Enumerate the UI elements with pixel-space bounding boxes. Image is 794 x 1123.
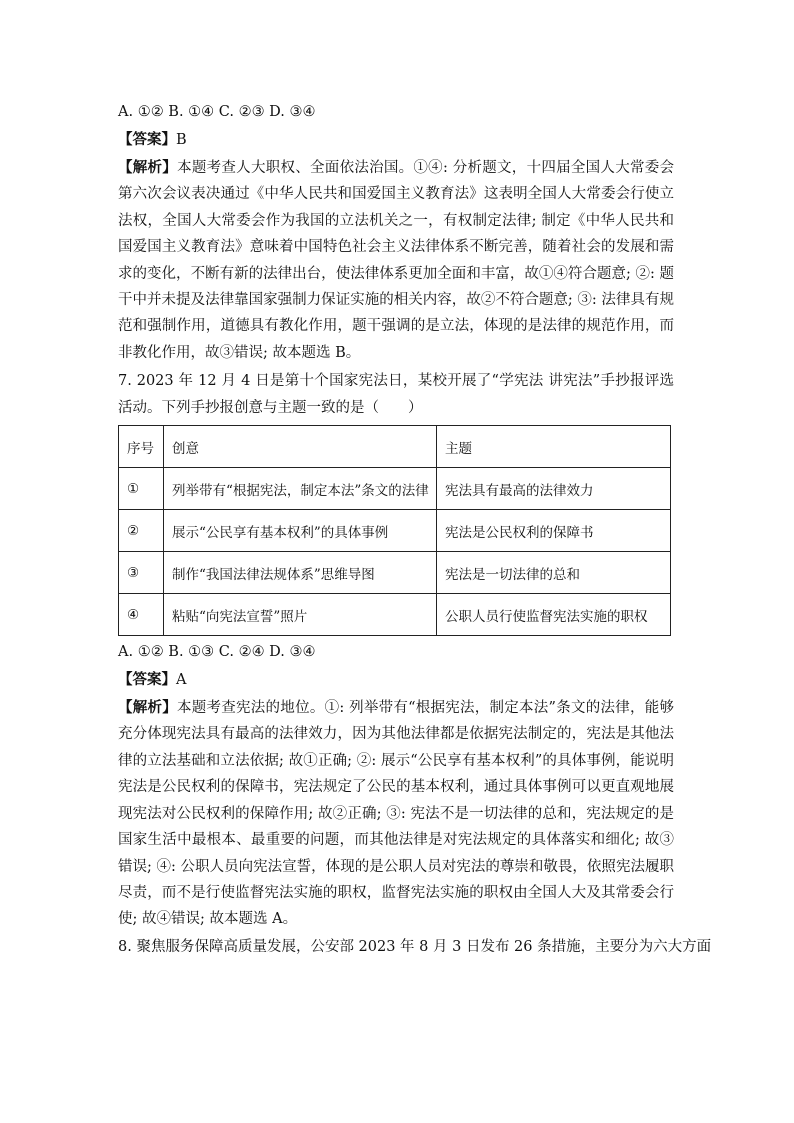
analysis-text: 本题考查人大职权、全面依法治国。①④: 分析题文，十四届全国人大常委会第六次会议表决通过《中华人民共和国爱国主义教育法》这表明全国人大常委会行使立法权，全国人大常委会作为我国的立法机关之一，有权制定法律; 制定《中华人民共和国爱国主义教育法》意味着中国特色社会主义法律体系不断完善，随着社会的发展和需求的变化，不断有新的法律出台，使法律体系更加全面和丰富，故①④符合题意; ②: 题干中并未提及法律靠国家强制力保证实施的相关内容，故②不符合题意; ③: 法律具有规范和强制作用，道德具有教化作用，题干强调的是立法，体现的是法律的规范作用，而非教化作用，故③错误; 故本题选 B。 bbox=[118, 160, 675, 361]
table-cell: ① bbox=[119, 468, 164, 510]
q7-analysis bbox=[118, 695, 674, 933]
q7-stem: 7. 2023 年 12 月 4 日是第十个国家宪法日，某校开展了“学宪法 讲宪法”手抄报评选活动。下列手抄报创意与主题一致的是（ ） bbox=[118, 373, 674, 416]
table-cell: 粘贴“向宪法宣誓”照片 bbox=[164, 594, 437, 636]
q6-answer bbox=[118, 127, 674, 153]
answer-tag: 【答案】 bbox=[118, 671, 176, 689]
table-header-cell: 创意 bbox=[164, 426, 437, 468]
q7-answer bbox=[118, 667, 674, 693]
table-cell: 展示“公民享有基本权利”的具体事例 bbox=[164, 510, 437, 552]
analysis-text: 本题考查宪法的地位。①: 列举带有“根据宪法，制定本法”条文的法律，能够充分体现宪法具有最高的法律效力，因为其他法律都是依据宪法制定的，宪法是其他法律的立法基础和立法依据; 故①正确; ②: 展示“公民享有基本权利”的具体事例，能说明宪法是公民权利的保障书，宪法规定了公民的基本权利，通过具体事例可以更直观地展现宪法对公民权利的保障作用; 故②正确; ③: 宪法不是一切法律的总和，宪法规定的是国家生活中最根本、最重要的问题，而其他法律是对宪法规定的具体落实和细化; 故③错误; ④: 公职人员向宪法宣誓，体现的是公职人员对宪法的尊崇和敬畏，依照宪法履职尽责，而不是行使监督宪法实施的职权，监督宪法实施的职权由全国人大及其常委会行使; 故④错误; 故本题选 A。 bbox=[118, 700, 675, 928]
table-cell: 宪法是一切法律的总和 bbox=[437, 552, 671, 594]
answer-tag: 【答案】 bbox=[118, 131, 176, 148]
q6-options: A. ①② B. ①④ C. ②③ D. ③④ bbox=[118, 104, 316, 120]
table-header-row bbox=[119, 426, 671, 468]
answer-value: A bbox=[176, 672, 187, 689]
table-cell: 列举带有“根据宪法，制定本法”条文的法律 bbox=[164, 468, 437, 510]
analysis-tag: 【解析】 bbox=[118, 699, 178, 717]
table-header-cell: 序号 bbox=[119, 426, 164, 468]
table-cell: 制作“我国法律法规体系”思维导图 bbox=[164, 552, 437, 594]
table-header-cell: 主题 bbox=[437, 426, 671, 468]
table-cell: 公职人员行使监督宪法实施的职权 bbox=[437, 594, 671, 636]
table-cell: 宪法具有最高的法律效力 bbox=[437, 468, 671, 510]
table-cell: ② bbox=[119, 510, 164, 552]
table-row bbox=[119, 552, 671, 594]
table-row bbox=[119, 594, 671, 636]
q7-options: A. ①② B. ①③ C. ②④ D. ③④ bbox=[118, 644, 316, 661]
table-row bbox=[119, 468, 671, 510]
table-cell: ④ bbox=[119, 594, 164, 636]
q7-table bbox=[118, 425, 671, 636]
table-row bbox=[119, 510, 671, 552]
analysis-tag: 【解析】 bbox=[118, 159, 178, 176]
q6-analysis bbox=[118, 155, 674, 366]
answer-value: B bbox=[176, 132, 187, 148]
table-cell: ③ bbox=[119, 552, 164, 594]
table-cell: 宪法是公民权利的保障书 bbox=[437, 510, 671, 552]
document-page bbox=[118, 100, 712, 962]
q8-stem: 8. 聚焦服务保障高质量发展，公安部 2023 年 8 月 3 日发布 26 条措施，主要分为六大方面 bbox=[118, 938, 712, 955]
